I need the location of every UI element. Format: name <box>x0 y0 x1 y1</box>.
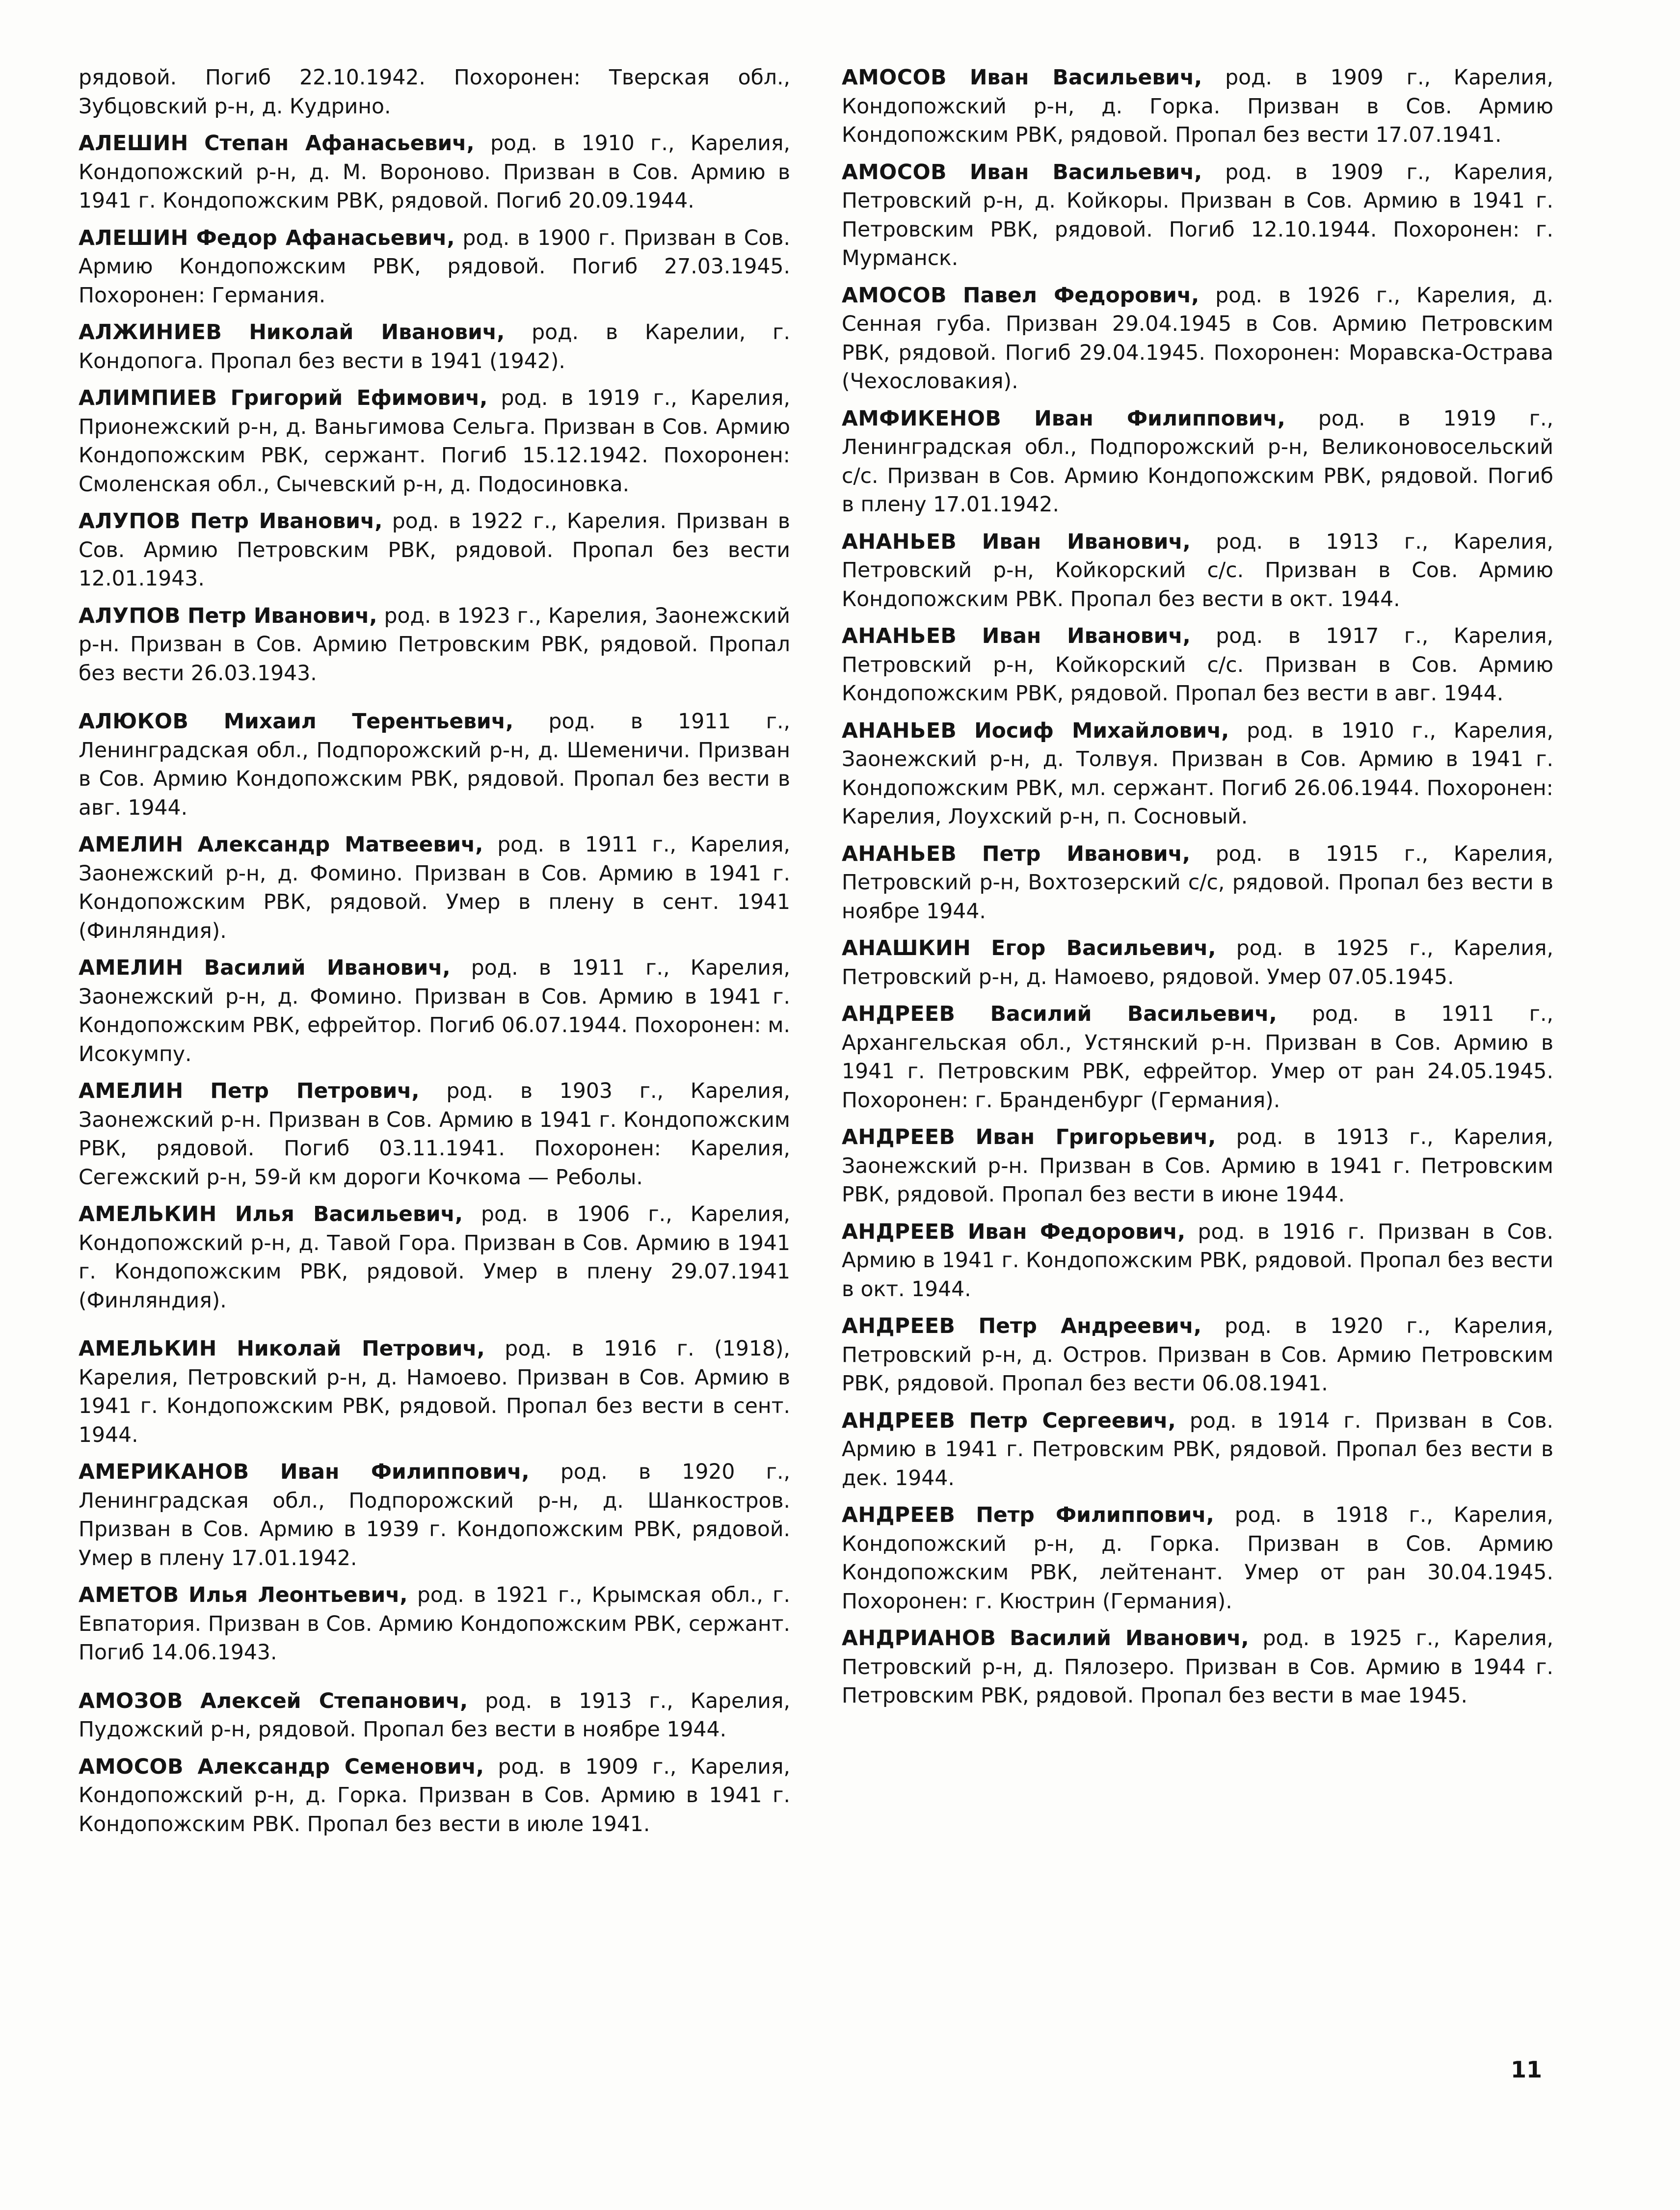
surname: АМЕЛЬКИН <box>79 1202 217 1226</box>
entry <box>842 159 1553 273</box>
entry-text: род. в 1911 г., Архангельская обл., Устянский р-н. Призван в Сов. Армию в 1941 г. Петровским РВК, ефрейтор. Умер от ран 24.05.1945. Похоронен: г. Бранденбург (Германия). <box>842 1002 1553 1113</box>
given-names: Петр Филиппович, <box>976 1503 1214 1527</box>
page-number: 11 <box>1511 2056 1543 2083</box>
entry-text: род. в 1919 г., Карелия, Прионежский р-н, д. Ваньгимова Сельга. Призван в Сов. Армию Кондопожским РВК, сержант. Погиб 15.12.1942. Похоронен: Смоленская обл., Сычевский р-н, д. Подосиновка. <box>79 386 791 497</box>
surname: АНАНЬЕВ <box>842 530 957 554</box>
surname: АЛЕШИН <box>79 226 188 250</box>
entry <box>842 282 1553 397</box>
surname: АЛЖИНИЕВ <box>79 320 222 345</box>
entry <box>842 1123 1553 1210</box>
surname: АНАНЬЕВ <box>842 624 957 648</box>
given-names: Александр Матвеевич, <box>197 833 483 857</box>
entry <box>842 528 1553 614</box>
entry-text: род. в 1909 г., Карелия, Кондопожский р-н, д. Горка. Призван в Сов. Армию в 1941 г. Кондопожским РВК. Пропал без вести в июле 1941. <box>79 1755 791 1837</box>
entry-text: род. в 1909 г., Карелия, Кондопожский р-н, д. Горка. Призван в Сов. Армию Кондопожским РВК, рядовой. Пропал без вести 17.07.1941. <box>842 66 1554 147</box>
surname: АНДРЕЕВ <box>842 1002 956 1026</box>
entry <box>79 1077 790 1192</box>
entry-text: род. в 1923 г., Карелия, Заонежский р-н. Призван в Сов. Армию Петровским РВК, рядовой. Пропал без вести 26.03.1943. <box>79 604 791 686</box>
entry-text: род. в 1913 г., Карелия, Петровский р-н, Койкорский с/с. Призван в Сов. Армию Кондопожским РВК. Пропал без вести в окт. 1944. <box>842 530 1553 612</box>
entry <box>842 840 1553 927</box>
entry <box>842 1624 1553 1711</box>
surname: АМОСОВ <box>842 66 947 90</box>
surname: АМЕЛИН <box>79 1079 184 1103</box>
given-names: Иван Федорович, <box>967 1220 1186 1244</box>
entry-text: род. в 1918 г., Карелия, Кондопожский р-н, д. Горка. Призван в Сов. Армию Кондопожским РВК, лейтенант. Умер от ран 30.04.1945. Похоронен: г. Кюстрин (Германия). <box>842 1503 1554 1614</box>
entry-text: род. в 1925 г., Карелия, Петровский р-н, д. Намоево, рядовой. Умер 07.05.1945. <box>842 936 1554 989</box>
surname: АМЕРИКАНОВ <box>79 1460 249 1484</box>
entry-text: род. в 1914 г. Призван в Сов. Армию в 1941 г. Петровским РВК, рядовой. Пропал без вести в дек. 1944. <box>842 1409 1554 1491</box>
surname: АМФИКЕНОВ <box>842 406 1002 431</box>
entry-text: род. в 1917 г., Карелия, Петровский р-н, Койкорский с/с. Призван в Сов. Армию Кондопожским РВК, рядовой. Пропал без вести в авг. 1944. <box>842 624 1553 706</box>
surname: АЛЕШИН <box>79 132 188 156</box>
entry <box>79 954 790 1069</box>
given-names: Павел Федорович, <box>962 283 1200 308</box>
given-names: Николай Иванович, <box>249 320 505 345</box>
given-names: Иван Васильевич, <box>969 66 1202 90</box>
entry <box>79 1753 790 1839</box>
given-names: Петр Петрович, <box>210 1079 420 1103</box>
entry <box>842 1000 1553 1115</box>
surname: АМОЗОВ <box>79 1689 184 1713</box>
surname: АЛУПОВ <box>79 604 181 628</box>
given-names: Василий Васильевич, <box>990 1002 1277 1026</box>
entry <box>842 622 1553 709</box>
given-names: Степан Афанасьевич, <box>204 132 475 156</box>
entry-text: род. в 1911 г., Карелия, Заонежский р-н, д. Фомино. Призван в Сов. Армию в 1941 г. Кондопожским РВК, ефрейтор. Погиб 06.07.1944. Похоронен: м. Исокумпу. <box>79 956 790 1066</box>
entry <box>79 319 790 376</box>
surname: АНДРИАНОВ <box>842 1626 996 1651</box>
given-names: Петр Андреевич, <box>978 1314 1201 1338</box>
entry-text: род. в 1920 г., Карелия, Петровский р-н, д. Остров. Призван в Сов. Армию Петровским РВК, рядовой. Пропал без вести 06.08.1941. <box>842 1314 1553 1396</box>
entry <box>79 1687 790 1745</box>
given-names: Петр Сергеевич, <box>969 1409 1176 1433</box>
entry-continuation <box>79 64 790 121</box>
given-names: Михаил Терентьевич, <box>223 710 514 734</box>
right-column <box>842 64 1553 1719</box>
entry <box>842 1218 1553 1305</box>
given-names: Василий Иванович, <box>1010 1626 1249 1651</box>
entry-text: род. в 1916 г. (1918), Карелия, Петровский р-н, д. Намоево. Призван в Сов. Армию в 1941 г. Кондопожским РВК, рядовой. Пропал без вести в сент. 1944. <box>79 1337 791 1447</box>
entry <box>79 130 790 216</box>
given-names: Иосиф Михайлович, <box>974 719 1229 743</box>
entry <box>842 64 1553 150</box>
entry-text: род. в 1922 г., Карелия. Призван в Сов. Армию Петровским РВК, рядовой. Пропал без вести 12.01.1943. <box>79 509 790 591</box>
entry-text: род. в 1913 г., Карелия, Заонежский р-н. Призван в Сов. Армию в 1941 г. Петровским РВК, рядовой. Пропал без вести в июне 1944. <box>842 1125 1554 1207</box>
entry <box>842 934 1553 992</box>
given-names: Петр Иванович, <box>187 604 377 628</box>
surname: АНАНЬЕВ <box>842 719 957 743</box>
surname: АЛЮКОВ <box>79 710 189 734</box>
entry <box>842 405 1553 520</box>
entry-text: род. в 1916 г. Призван в Сов. Армию в 1941 г. Кондопожским РВК, рядовой. Пропал без вести в окт. 1944. <box>842 1220 1554 1302</box>
given-names: Алексей Степанович, <box>200 1689 468 1713</box>
given-names: Иван Григорьевич, <box>975 1125 1216 1149</box>
entry-text: род. в 1921 г., Крымская обл., г. Евпатория. Призван в Сов. Армию Кондопожским РВК, сержант. Погиб 14.06.1943. <box>79 1583 791 1665</box>
surname: АМЕЛЬКИН <box>79 1337 217 1361</box>
entry-text: род. в 1910 г., Карелия, Заонежский р-н, д. Толвуя. Призван в Сов. Армию в 1941 г. Кондопожским РВК, мл. сержант. Погиб 26.06.1944. Похоронен: Карелия, Лоухский р-н, п. Сосновый. <box>842 719 1553 829</box>
entry-text: род. в 1903 г., Карелия, Заонежский р-н. Призван в Сов. Армию в 1941 г. Кондопожским РВК, рядовой. Погиб 03.11.1941. Похоронен: Карелия, Сегежский р-н, 59-й км дороги Кочкома — Реболы. <box>79 1079 790 1190</box>
given-names: Иван Филиппович, <box>1034 406 1285 431</box>
surname: АМЕЛИН <box>79 956 184 980</box>
given-names: Петр Иванович, <box>190 509 383 533</box>
given-names: Александр Семенович, <box>197 1755 484 1779</box>
entry <box>842 1501 1553 1616</box>
given-names: Федор Афанасьевич, <box>196 226 455 250</box>
given-names: Егор Васильевич, <box>991 936 1216 960</box>
surname: АЛУПОВ <box>79 509 181 533</box>
entry-text: род. в 1925 г., Карелия, Петровский р-н, д. Пялозеро. Призван в Сов. Армию в 1944 г. Петровским РВК, рядовой. Пропал без вести в мае 1945. <box>842 1626 1553 1708</box>
entry <box>79 831 790 946</box>
given-names: Иван Иванович, <box>982 624 1191 648</box>
surname: АНДРЕЕВ <box>842 1314 956 1338</box>
given-names: Николай Петрович, <box>237 1337 485 1361</box>
entry <box>79 1335 790 1450</box>
entry-text: род. в Карелии, г. Кондопога. Пропал без вести в 1941 (1942). <box>79 320 791 373</box>
entry <box>79 224 790 311</box>
entry-text: род. в 1910 г., Карелия, Кондопожский р-н, д. М. Вороново. Призван в Сов. Армию в 1941 г. Кондопожским РВК, рядовой. Погиб 20.09.1944. <box>79 132 791 213</box>
surname: АНДРЕЕВ <box>842 1220 956 1244</box>
surname: АНАНЬЕВ <box>842 842 957 866</box>
entry-text: род. в 1926 г., Карелия, д. Сенная губа. Призван 29.04.1945 в Сов. Армию Петровским РВК, рядовой. Погиб 29.04.1945. Похоронен: Моравска-Острава (Чехословакия). <box>842 283 1553 394</box>
entry <box>79 384 790 499</box>
entry <box>842 1312 1553 1399</box>
given-names: Григорий Ефимович, <box>230 386 488 410</box>
entry-text: род. в 1900 г. Призван в Сов. Армию Кондопожским РВК, рядовой. Погиб 27.03.1945. Похоронен: Германия. <box>79 226 790 308</box>
entry-text: род. в 1920 г., Ленинградская обл., Подпорожский р-н, д. Шанкостров. Призван в Сов. Армию в 1939 г. Кондопожским РВК, рядовой. Умер в плену 17.01.1942. <box>79 1460 791 1571</box>
surname: АМОСОВ <box>79 1755 184 1779</box>
entry <box>79 708 790 823</box>
entry-text: рядовой. Погиб 22.10.1942. Похоронен: Тверская обл., Зубцовский р-н, д. Кудрино. <box>79 66 790 119</box>
surname: АНДРЕЕВ <box>842 1503 956 1527</box>
entry <box>79 602 790 689</box>
given-names: Петр Иванович, <box>982 842 1191 866</box>
entry-text: род. в 1911 г., Карелия, Заонежский р-н, д. Фомино. Призван в Сов. Армию в 1941 г. Кондопожским РВК, рядовой. Умер в плену в сент. 1941 (Финляндия). <box>79 833 791 943</box>
surname: АНАШКИН <box>842 936 971 960</box>
surname: АЛИМПИЕВ <box>79 386 217 410</box>
given-names: Василий Иванович, <box>204 956 451 980</box>
given-names: Иван Иванович, <box>982 530 1191 554</box>
entry <box>79 1200 790 1315</box>
surname: АНДРЕЕВ <box>842 1125 956 1149</box>
entry <box>842 717 1553 832</box>
entry-text: род. в 1909 г., Карелия, Петровский р-н, д. Койкоры. Призван в Сов. Армию в 1941 г. Петровским РВК, рядовой. Погиб 12.10.1944. Похоронен: г. Мурманск. <box>842 160 1554 270</box>
surname: АНДРЕЕВ <box>842 1409 956 1433</box>
left-column <box>79 64 790 1847</box>
surname: АМЕЛИН <box>79 833 184 857</box>
entry <box>79 1581 790 1668</box>
given-names: Илья Васильевич, <box>235 1202 463 1226</box>
entry-text: род. в 1915 г., Карелия, Петровский р-н, Вохтозерский с/с, рядовой. Пропал без вести в ноябре 1944. <box>842 842 1553 924</box>
entry-text: род. в 1913 г., Карелия, Пудожский р-н, рядовой. Пропал без вести в ноябре 1944. <box>79 1689 791 1742</box>
entry <box>842 1407 1553 1493</box>
surname: АМОСОВ <box>842 160 947 185</box>
given-names: Иван Васильевич, <box>969 160 1202 185</box>
entry <box>79 507 790 594</box>
given-names: Иван Филиппович, <box>280 1460 530 1484</box>
given-names: Илья Леонтьевич, <box>188 1583 408 1607</box>
surname: АМОСОВ <box>842 283 947 308</box>
entry <box>79 1458 790 1573</box>
surname: АМЕТОВ <box>79 1583 179 1607</box>
entry-text: род. в 1911 г., Ленинградская обл., Подпорожский р-н, д. Шеменичи. Призван в Сов. Армию Кондопожским РВК, рядовой. Пропал без вести в авг. 1944. <box>79 710 791 820</box>
entry-text: род. в 1906 г., Карелия, Кондопожский р-н, д. Тавой Гора. Призван в Сов. Армию в 1941 г. Кондопожским РВК, рядовой. Умер в плену 29.07.1941 (Финляндия). <box>79 1202 790 1313</box>
entry-text: род. в 1919 г., Ленинградская обл., Подпорожский р-н, Великоновосельский с/с. Призван в Сов. Армию Кондопожским РВК, рядовой. Погиб в плену 17.01.1942. <box>842 406 1554 517</box>
